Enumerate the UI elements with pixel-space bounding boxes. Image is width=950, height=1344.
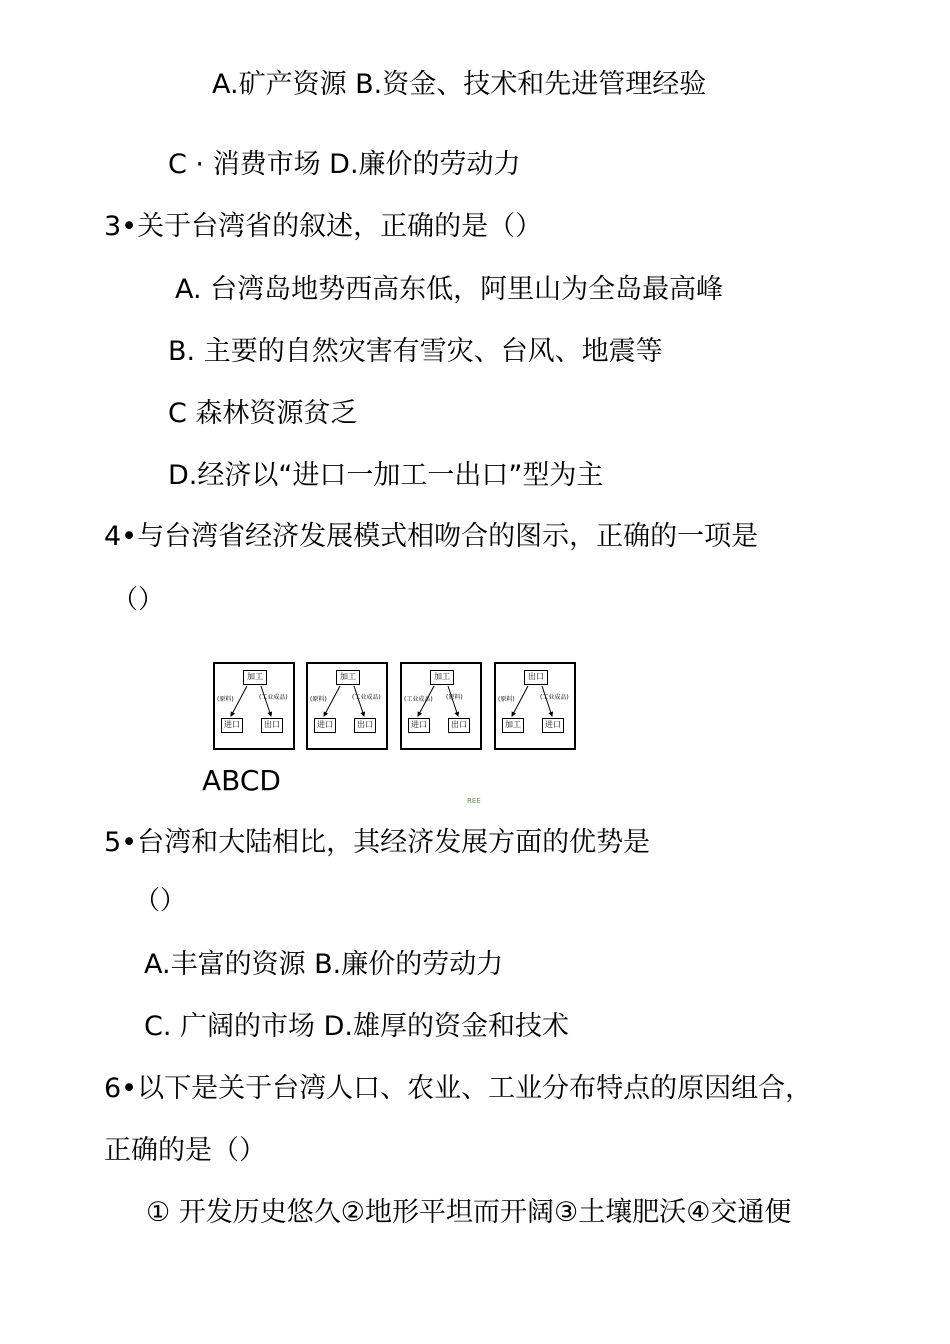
label-left-arrow: (原料): [498, 696, 515, 703]
q3-option-a: A. 台湾岛地势西高东低，阿里山为全岛最高峰: [175, 274, 724, 305]
label-right-arrow: (原料): [446, 694, 463, 701]
scan-mark: REE: [467, 797, 481, 805]
label-right-arrow: (工业成品): [540, 694, 569, 701]
diagram-c: [400, 662, 482, 750]
label-left-arrow: (原料): [310, 696, 327, 703]
q3-option-c: C 森林资源贫乏: [168, 398, 358, 429]
q2-options-ab: A.矿产资源 B.资金、技术和先进管理经验: [212, 69, 707, 100]
node-right: 进口: [542, 718, 564, 733]
node-left: 进口: [221, 718, 243, 733]
q5-answer-bracket: （）: [134, 886, 187, 916]
label-right-arrow: (工业成品): [259, 694, 288, 701]
node-right: 出口: [261, 718, 283, 733]
q2-options-cd: C · 消费市场 D.廉价的劳动力: [168, 149, 521, 180]
node-left: 加工: [502, 718, 524, 733]
q6-stem-continued: 正确的是（）: [104, 1135, 266, 1166]
q5-options-ab: A.丰富的资源 B.廉价的劳动力: [144, 949, 504, 980]
q3-stem: 3•关于台湾省的叙述，正确的是（）: [104, 211, 543, 242]
node-left: 进口: [408, 718, 430, 733]
label-right-arrow: (工业成品): [352, 694, 381, 701]
q6-factors: ① 开发历史悠久②地形平坦而开阔③土壤肥沃④交通便: [146, 1197, 792, 1228]
node-right: 出口: [354, 718, 376, 733]
node-left: 进口: [314, 718, 336, 733]
node-top: 出口: [524, 670, 548, 685]
q4-stem: 4•与台湾省经济发展模式相吻合的图示，正确的一项是: [104, 521, 759, 552]
q3-option-d: D.经济以“进口一加工一出口”型为主: [168, 460, 604, 491]
q5-stem: 5•台湾和大陆相比，其经济发展方面的优势是: [104, 827, 651, 858]
node-top: 加工: [430, 670, 454, 685]
label-left-arrow: (原料): [217, 696, 234, 703]
q5-options-cd: C. 广阔的市场 D.雄厚的资金和技术: [144, 1011, 569, 1042]
node-top: 加工: [243, 670, 267, 685]
node-right: 出口: [448, 718, 470, 733]
q6-stem: 6•以下是关于台湾人口、农业、工业分布特点的原因组合，: [104, 1073, 813, 1104]
q4-answer-bracket: （）: [112, 585, 165, 615]
diagram-a: [213, 662, 295, 750]
q3-option-b: B. 主要的自然灾害有雪灾、台风、地震等: [168, 336, 663, 367]
diagram-d: [494, 662, 576, 750]
figure-option-labels: ABCD: [202, 764, 281, 797]
label-left-arrow: (工业成品): [404, 696, 433, 703]
node-top: 加工: [336, 670, 360, 685]
diagram-b: [306, 662, 388, 750]
